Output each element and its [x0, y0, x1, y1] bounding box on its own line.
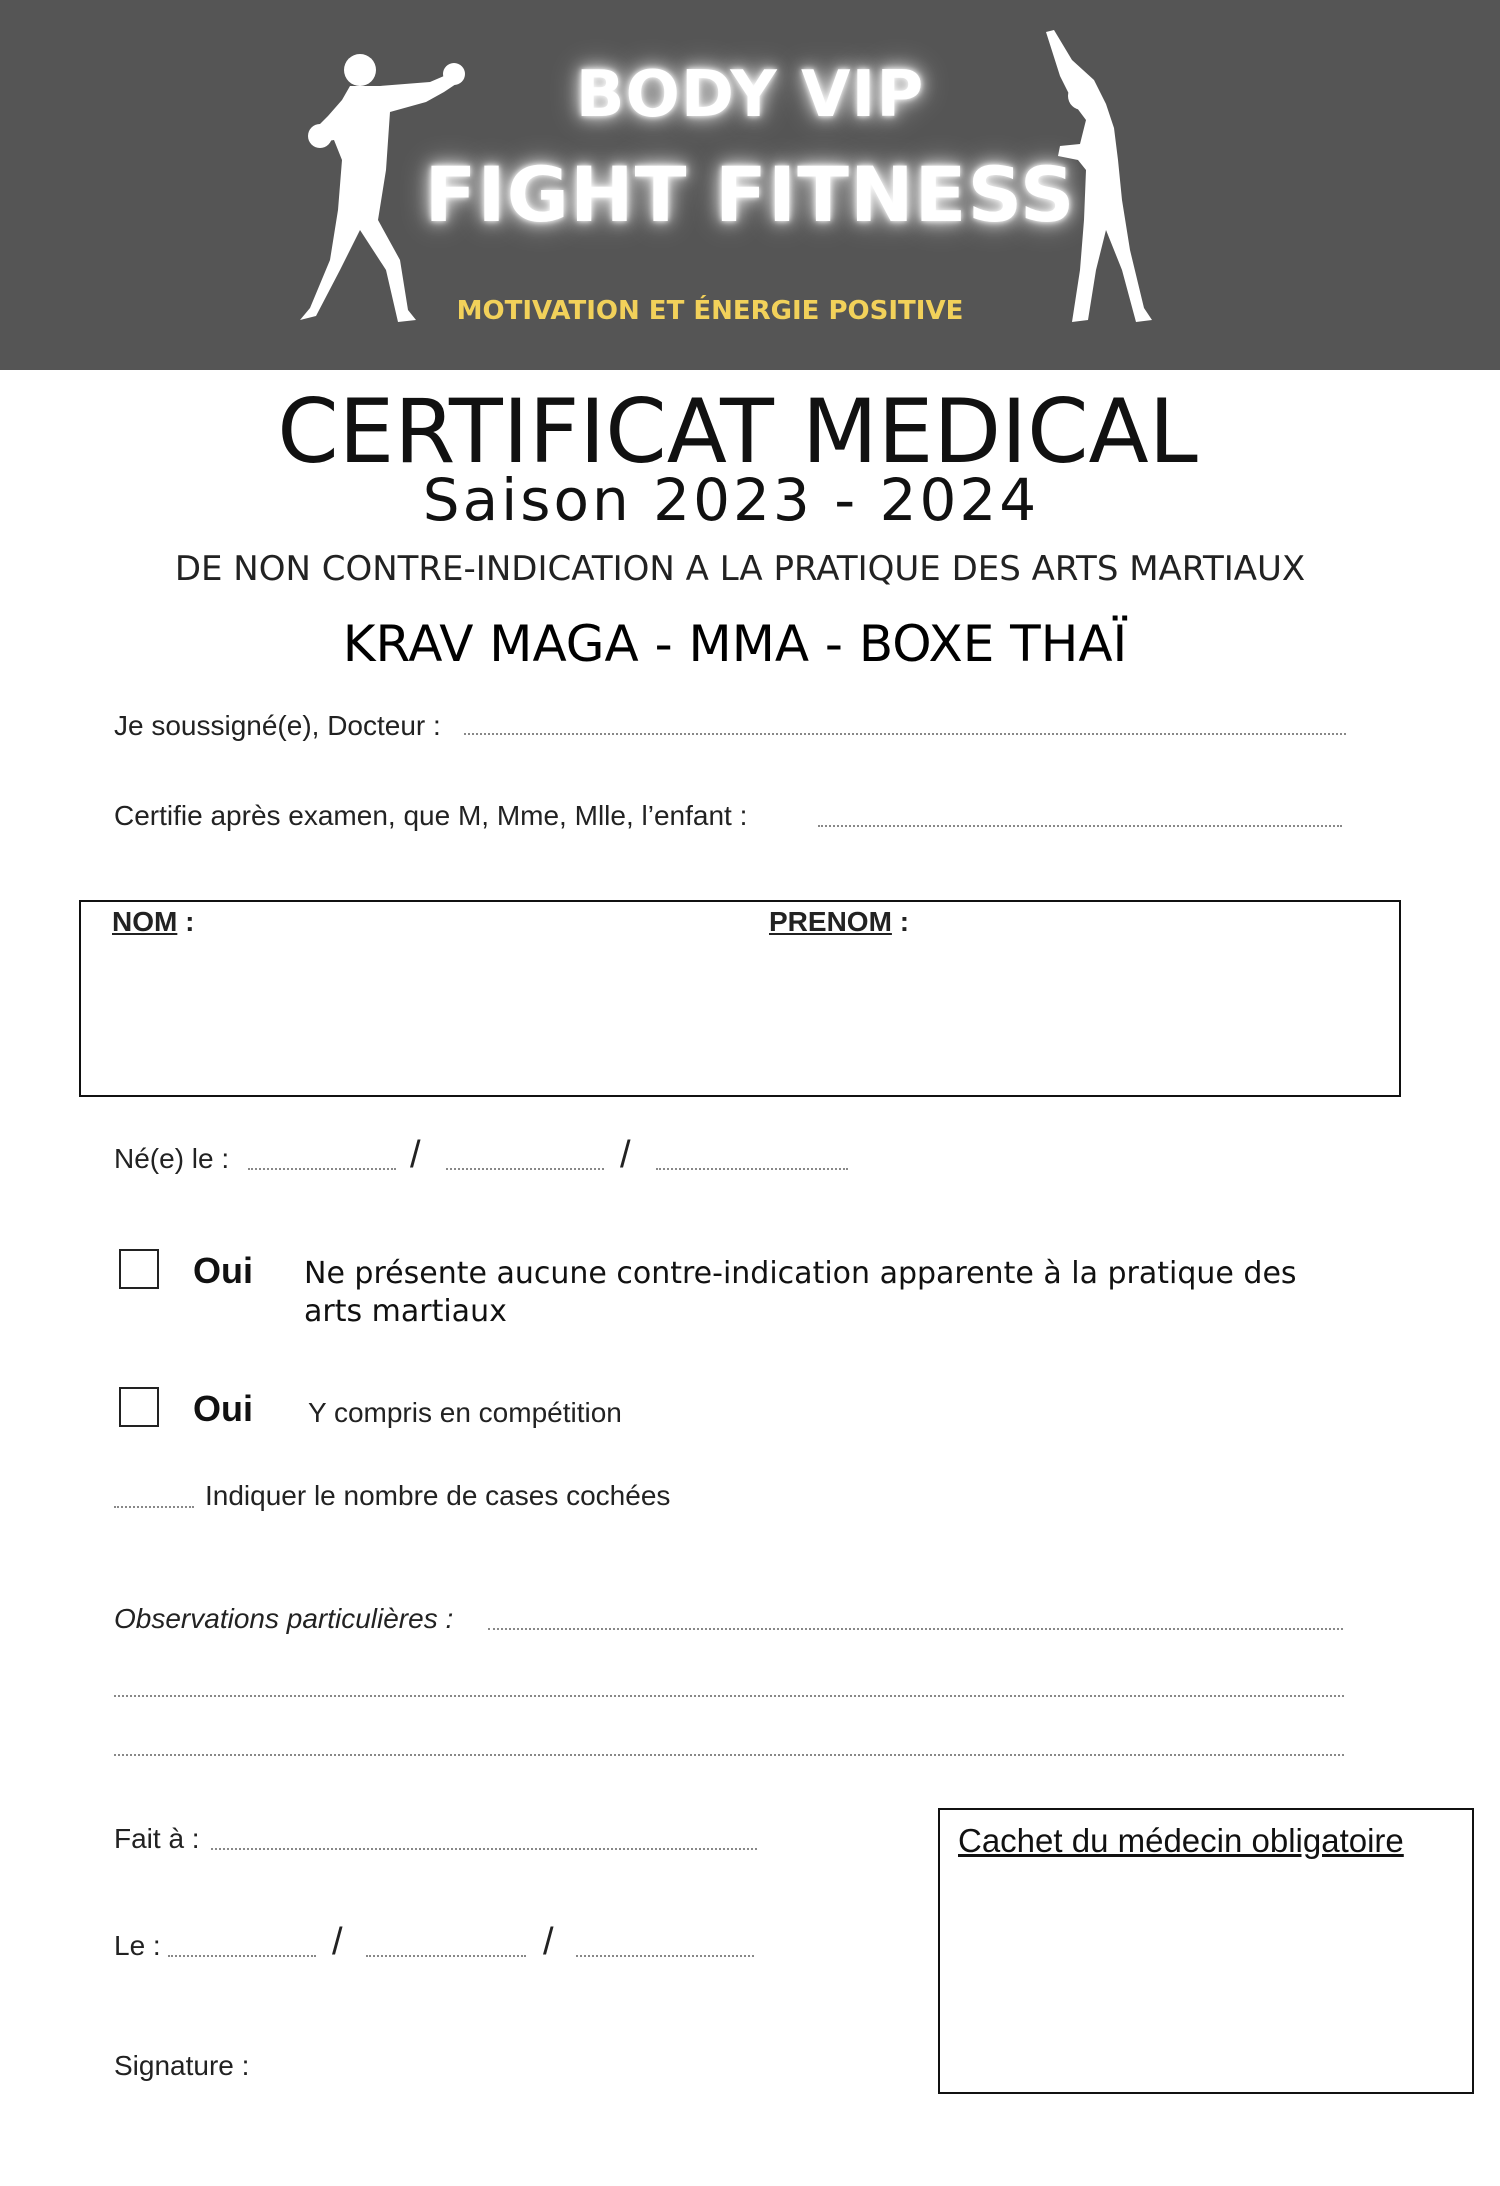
doctor-name-field[interactable]	[464, 732, 1346, 735]
date-label: Le :	[114, 1930, 161, 1961]
document-title: CERTIFICAT MEDICAL	[277, 380, 1198, 483]
option1-checkbox[interactable]	[119, 1249, 159, 1289]
doctor-label: Je soussigné(e), Docteur :	[114, 710, 441, 741]
born-label: Né(e) le :	[114, 1143, 230, 1174]
prenom-colon: :	[899, 906, 910, 937]
birth-slash-2: /	[620, 1134, 631, 1176]
brand-tagline: MOTIVATION ET ÉNERGIE POSITIVE	[456, 296, 964, 326]
signature-label: Signature :	[114, 2050, 250, 2081]
sports-list: KRAV MAGA - MMA - BOXE THAÏ	[342, 615, 1128, 673]
observations-line-1[interactable]	[488, 1627, 1343, 1630]
option1-text: Ne présente aucune contre-indication apparente à la pratique des arts martiaux	[304, 1256, 1297, 1329]
document-subtitle: DE NON CONTRE-INDICATION A LA PRATIQUE DES ARTS MARTIAUX	[174, 549, 1306, 589]
birth-year-field[interactable]	[656, 1167, 848, 1170]
birth-month-field[interactable]	[446, 1167, 604, 1170]
name-box[interactable]	[79, 900, 1401, 1097]
option2-word: Oui	[193, 1388, 253, 1429]
observations-line-3[interactable]	[114, 1753, 1344, 1756]
observations-label: Observations particulières :	[114, 1603, 454, 1634]
patient-field[interactable]	[818, 824, 1342, 827]
birth-day-field[interactable]	[248, 1167, 396, 1170]
season-label: Saison 2023 - 2024	[422, 466, 1040, 534]
date-year-field[interactable]	[576, 1954, 754, 1957]
nom-label: NOM	[112, 906, 178, 937]
brand-name-line1: BODY VIP	[575, 58, 925, 132]
option1-word: Oui	[193, 1250, 253, 1291]
brand-name-line2: FIGHT FITNESS	[424, 150, 1076, 239]
option2-checkbox[interactable]	[119, 1387, 159, 1427]
birth-slash-1: /	[410, 1134, 421, 1176]
date-day-field[interactable]	[168, 1954, 316, 1957]
option2-text: Y compris en compétition	[308, 1397, 622, 1428]
nom-field-label	[112, 906, 194, 938]
made-at-label: Fait à :	[114, 1823, 200, 1854]
made-at-field[interactable]	[211, 1847, 757, 1850]
header-banner	[0, 0, 1500, 370]
date-slash-2: /	[543, 1921, 554, 1963]
checked-count-field[interactable]	[114, 1505, 194, 1508]
certify-label: Certifie après examen, que M, Mme, Mlle, l’enfant :	[114, 800, 748, 831]
observations-line-2[interactable]	[114, 1694, 1344, 1697]
stamp-title: Cachet du médecin obligatoire	[958, 1822, 1404, 1859]
date-slash-1: /	[332, 1921, 343, 1963]
prenom-label: PRENOM	[769, 906, 892, 937]
checked-count-label: Indiquer le nombre de cases cochées	[205, 1480, 671, 1511]
date-month-field[interactable]	[366, 1954, 526, 1957]
nom-colon: :	[185, 906, 195, 937]
prenom-field-label	[769, 906, 909, 938]
